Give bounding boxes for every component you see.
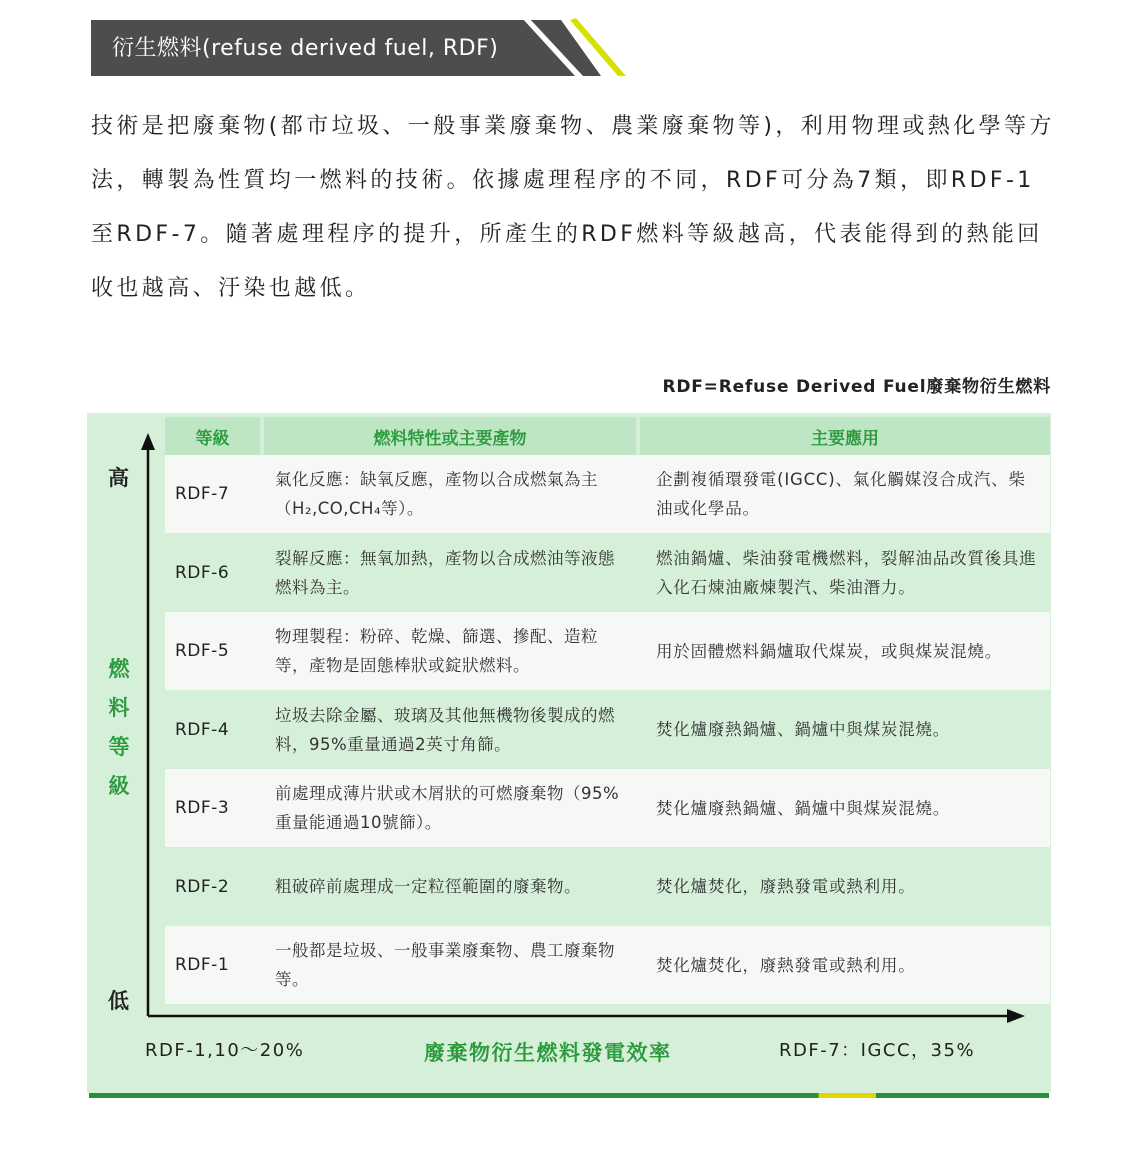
application-cell: 焚化爐焚化，廢熱發電或熱利用。	[656, 877, 916, 896]
rdf-definition-note: RDF=Refuse Derived Fuel廢棄物衍生燃料	[662, 377, 1051, 397]
grade-cell: RDF-4	[175, 719, 230, 740]
application-cell: 企劃複循環發電(IGCC)、氣化觸媒沒合成汽、柴油或化學品。	[656, 470, 1026, 518]
application-cell: 用於固體燃料鍋爐取代煤炭，或與煤炭混燒。	[656, 641, 1002, 661]
header-grade: 等級	[165, 417, 260, 455]
application-cell: 焚化爐廢熱鍋爐、鍋爐中與煤炭混燒。	[656, 720, 951, 739]
property-cell: 物理製程：粉碎、乾燥、篩選、摻配、造粒等，產物是固態棒狀或錠狀燃料。	[275, 627, 598, 675]
y-axis-title-char: 料	[108, 696, 130, 720]
header-property: 燃料特性或主要產物	[264, 417, 636, 455]
grade-cell: RDF-2	[175, 876, 230, 897]
application-cell: 燃油鍋爐、柴油發電機燃料，裂解油品改質後具進入化石煉油廠煉製汽、柴油潛力。	[656, 548, 1037, 597]
grade-cell: RDF-5	[175, 641, 230, 661]
bottom-accent-line	[89, 1093, 1049, 1098]
y-axis-low-label: 低	[108, 989, 129, 1013]
x-axis-left-label: RDF-1,10～20%	[145, 1040, 305, 1061]
grade-cell: RDF-1	[175, 955, 230, 975]
y-axis-title-char: 級	[108, 774, 130, 798]
intro-paragraph: 技術是把廢棄物(都市垃圾、一般事業廢棄物、農業廢棄物等)，利用物理或熱化學等方法，轉製為性質均一燃料的技術。依據處理程序的不同，RDF可分為7類，即RDF-1至RDF-7。隨著處理程序的提升，所產生的RDF燃料等級越高，代表能得到的熱能回收也越高、汙染也越低。	[91, 114, 1055, 301]
property-cell: 一般都是垃圾、一般事業廢棄物、農工廢棄物等。	[275, 941, 615, 989]
y-axis-title-char: 等	[108, 735, 130, 759]
y-axis-high-label: 高	[108, 466, 129, 490]
header-application: 主要應用	[640, 417, 1050, 455]
x-axis-title: 廢棄物衍生燃料發電效率	[424, 1041, 672, 1065]
application-cell: 焚化爐廢熱鍋爐、鍋爐中與煤炭混燒。	[656, 798, 951, 818]
x-axis-right-label: RDF-7：IGCC，35%	[779, 1040, 976, 1061]
grade-cell: RDF-7	[175, 484, 230, 504]
y-axis-title	[106, 650, 132, 806]
property-cell: 氣化反應：缺氧反應，產物以合成燃氣為主（H₂,CO,CH₄等）。	[275, 470, 598, 518]
property-cell: 裂解反應：無氧加熱，產物以合成燃油等液態燃料為主。	[275, 548, 615, 597]
property-cell: 粗破碎前處理成一定粒徑範圍的廢棄物。	[275, 877, 581, 896]
property-cell: 前處理成薄片狀或木屑狀的可燃廢棄物（95%重量能通過10號篩）。	[275, 784, 620, 832]
application-cell: 焚化爐焚化，廢熱發電或熱利用。	[656, 955, 916, 975]
section-title: 衍生燃料(refuse derived fuel, RDF)	[112, 36, 499, 61]
grade-cell: RDF-6	[175, 562, 230, 583]
property-cell: 垃圾去除金屬、玻璃及其他無機物後製成的燃料，95%重量通過2英寸角篩。	[275, 705, 615, 754]
y-axis-title-char: 燃	[108, 657, 130, 681]
grade-cell: RDF-3	[175, 798, 230, 818]
